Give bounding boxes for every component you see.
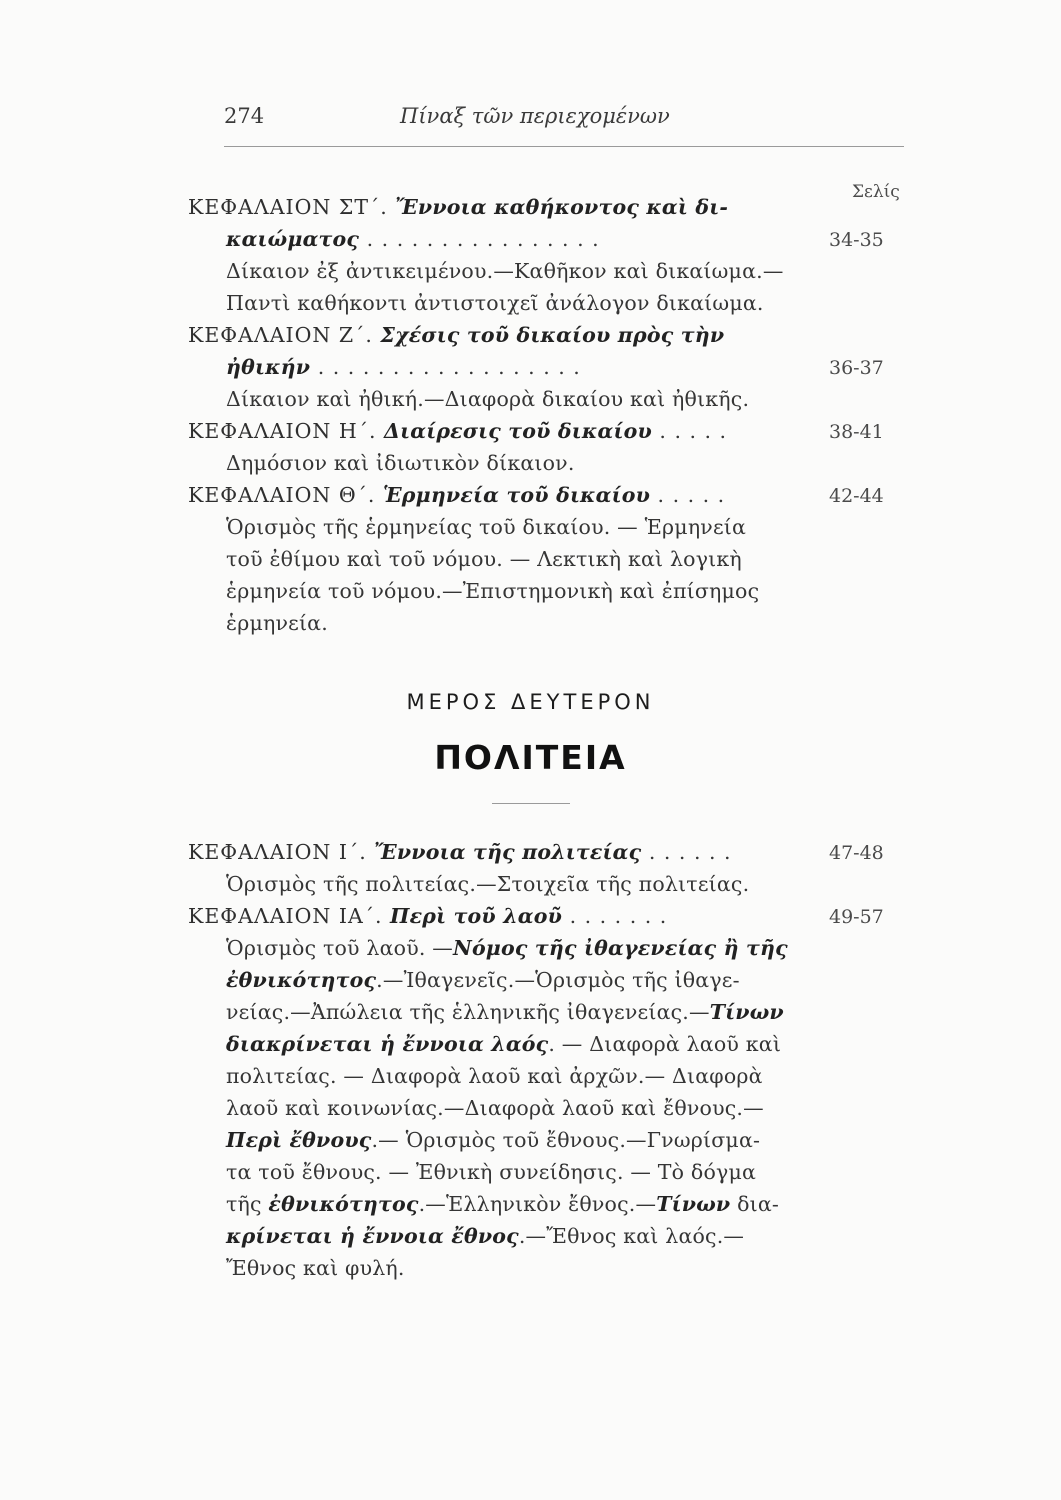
chapter-number: ΚΕΦΑΛΑΙΟΝ Ι΄. (188, 840, 375, 864)
topic-line: Δίκαιον καὶ ἠθική.—Διαφορὰ δικαίου καὶ ἠθικῆς. (226, 387, 750, 411)
chapter-number: ΚΕΦΑΛΑΙΟΝ ΙΑ΄. (188, 904, 391, 928)
topic-line: ἑρμηνεία. (226, 611, 328, 635)
part-title: ΠΟΛΙΤΕΙΑ (434, 738, 627, 777)
leader-dots: . . . . . . (641, 840, 732, 864)
topic-line: Παντὶ καθήκοντι ἀντιστοιχεῖ ἀνάλογον δικαίωμα. (226, 291, 764, 315)
topic-line: τῆς ἐθνικότητος.—Ἑλληνικὸν ἔθνος.—Τίνων δια- (226, 1192, 780, 1216)
topic-line: ἐθνικότητος.—Ἰθαγενεῖς.—Ὁρισμὸς τῆς ἰθαγε- (226, 968, 740, 992)
pages-column-label: Σελίς (852, 182, 900, 202)
page-number: 274 (224, 104, 265, 128)
topic-line: πολιτείας. — Διαφορὰ λαοῦ καὶ ἀρχῶν.— Διαφορὰ (226, 1064, 763, 1088)
chapter-title: Περὶ τοῦ λαοῦ (390, 904, 563, 928)
leader-dots: . . . . . (651, 419, 728, 443)
topic-line: Περὶ ἔθνους.— Ὁρισμὸς τοῦ ἔθνους.—Γνωρίσμα- (226, 1128, 761, 1152)
chapter-number: ΚΕΦΑΛΑΙΟΝ Θ΄. (188, 483, 383, 507)
topic-line: τοῦ ἐθίμου καὶ τοῦ νόμου. — Λεκτικὴ καὶ λογικὴ (226, 547, 742, 571)
topic-line: Δημόσιον καὶ ἰδιωτικὸν δίκαιον. (226, 451, 575, 475)
page-range: 47-48 (829, 842, 884, 864)
leader-dots: . . . . . . . . . . . . . . . . (359, 227, 600, 251)
topic-line: ἑρμηνεία τοῦ νόμου.—Ἐπιστημονικὴ καὶ ἐπίσημος (226, 579, 760, 603)
topic-line: κρίνεται ἡ ἔννοια ἔθνος.—Ἔθνος καὶ λαός.— (226, 1224, 745, 1248)
part-heading: ΜΕΡΟΣ ΔΕΥΤΕΡΟΝ (406, 690, 655, 714)
topic-line: Δίκαιον ἐξ ἀντικειμένου.—Καθῆκον καὶ δικαίωμα.— (226, 259, 784, 283)
page-range: 42-44 (829, 485, 884, 507)
leader-dots: . . . . . . . . . . . . . . . . . . (310, 355, 581, 379)
page-range: 38-41 (829, 421, 884, 443)
chapter-title: Διαίρεσις τοῦ δικαίου (384, 419, 652, 443)
topic-line: διακρίνεται ἡ ἔννοια λαός. — Διαφορὰ λαοῦ καὶ (226, 1032, 782, 1056)
chapter-title: Σχέσις τοῦ δικαίου πρὸς τὴν (380, 323, 725, 347)
page-range: 36-37 (829, 357, 884, 379)
running-title: Πίναξ τῶν περιεχομένων (400, 104, 670, 128)
chapter-number: ΚΕΦΑΛΑΙΟΝ ΣΤ΄. (188, 195, 396, 219)
chapter-heading-line (188, 840, 732, 864)
chapter-title: καιώματος (226, 227, 360, 251)
chapter-number: ΚΕΦΑΛΑΙΟΝ Ζ΄. (188, 323, 381, 347)
chapter-title: ἠθικήν (226, 355, 311, 379)
page-range: 34-35 (829, 229, 884, 251)
topic-line: Ἔθνος καὶ φυλή. (226, 1256, 405, 1280)
toc-section-part-two (188, 0, 908, 1500)
chapter-title: Ἑρμηνεία τοῦ δικαίου (382, 483, 651, 507)
chapter-title: Ἔννοια καθήκοντος καὶ δι- (395, 195, 729, 219)
leader-dots: . . . . . (650, 483, 726, 507)
topic-line: νείας.—Ἀπώλεια τῆς ἑλληνικῆς ἰθαγενείας.—Τίνων (226, 1000, 784, 1024)
chapter-number: ΚΕΦΑΛΑΙΟΝ Η΄. (188, 419, 385, 443)
page-range: 49-57 (829, 906, 884, 928)
topic-line: Ὁρισμὸς τοῦ λαοῦ. —Νόμος τῆς ἰθαγενείας ἢ τῆς (226, 936, 788, 960)
leader-dots: . . . . . . . (562, 904, 668, 928)
chapter-title: Ἔννοια τῆς πολιτείας (374, 840, 642, 864)
topic-line: τα τοῦ ἔθνους. — Ἐθνικὴ συνείδησις. — Τὸ δόγμα (226, 1160, 757, 1184)
chapter-heading-line (188, 904, 667, 928)
topic-line: Ὁρισμὸς τῆς ἑρμηνείας τοῦ δικαίου. — Ἑρμηνεία (226, 515, 747, 539)
topic-line: Ὁρισμὸς τῆς πολιτείας.—Στοιχεῖα τῆς πολιτείας. (226, 872, 750, 896)
topic-line: λαοῦ καὶ κοινωνίας.—Διαφορὰ λαοῦ καὶ ἔθνους.— (226, 1096, 764, 1120)
